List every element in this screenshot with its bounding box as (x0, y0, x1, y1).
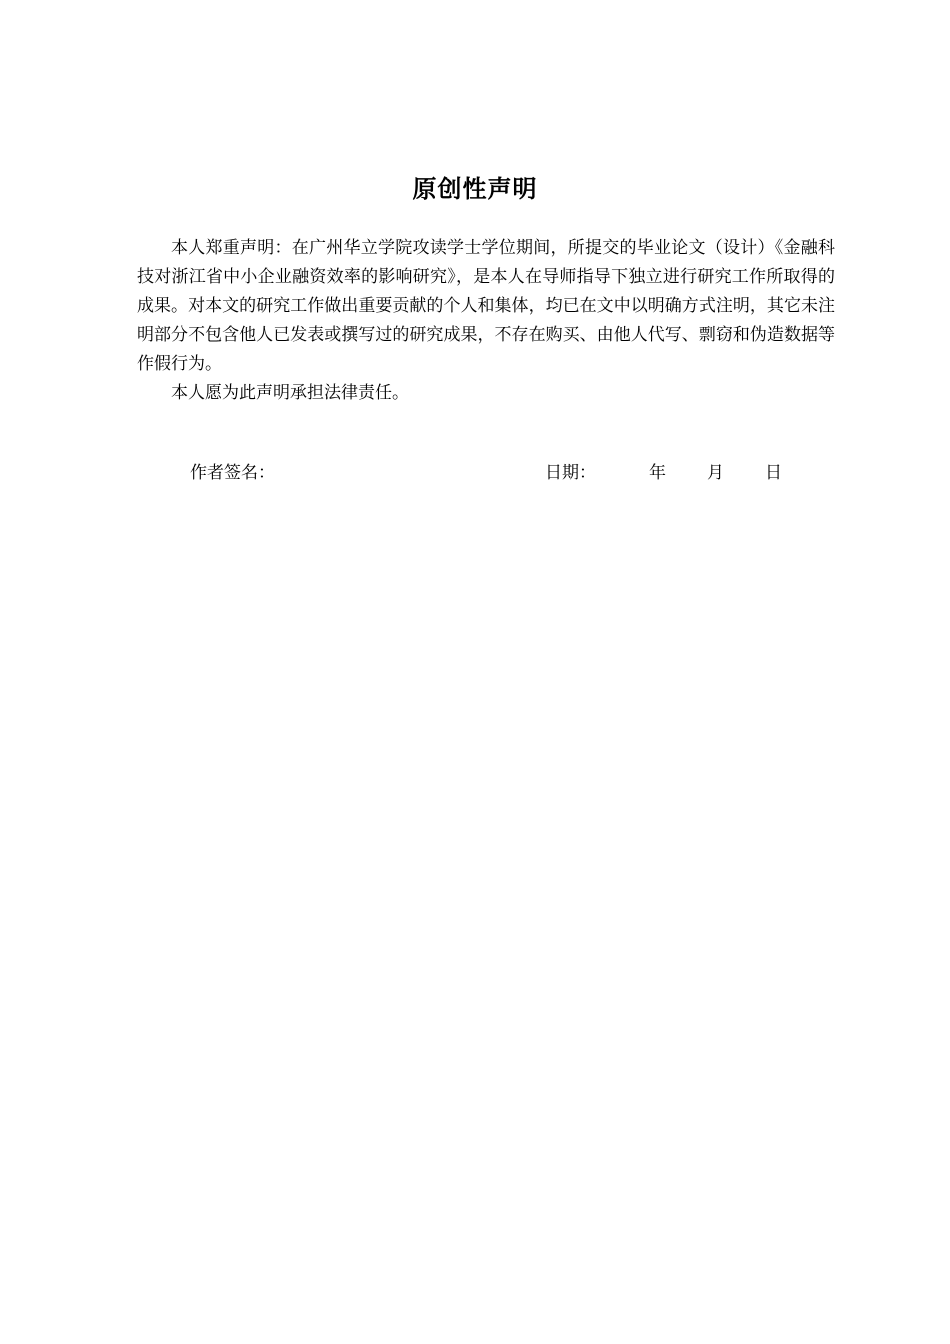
page-title: 原创性声明 (412, 175, 538, 203)
year-label: 年 (649, 463, 666, 483)
author-signature-field (280, 459, 520, 487)
month-label: 月 (707, 463, 724, 483)
day-label: 日 (765, 463, 782, 483)
responsibility-paragraph: 本人愿为此声明承担法律责任。 (171, 383, 409, 403)
declaration-body (137, 234, 835, 408)
declaration-paragraph: 本人郑重声明：在广州华立学院攻读学士学位期间，所提交的毕业论文（设计）《金融科技对浙江省中小企业融资效率的影响研究》，是本人在导师指导下独立进行研究工作所取得的成果。对本文的研究工作做出重要贡献的个人和集体，均已在文中以明确方式注明，其它未注明部分不包含他人已发表或撰写过的研究成果，不存在购买、由他人代写、剽窃和伪造数据等作假行为。 (137, 238, 835, 374)
author-signature-label: 作者签名： (190, 463, 275, 483)
date-label: 日期： (545, 463, 596, 483)
signature-row (0, 459, 950, 487)
